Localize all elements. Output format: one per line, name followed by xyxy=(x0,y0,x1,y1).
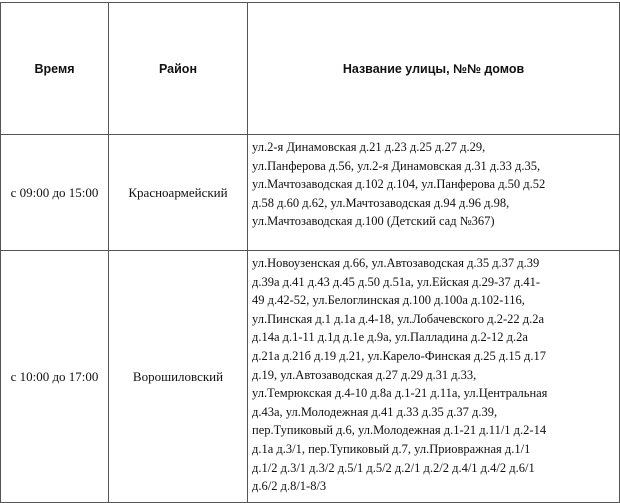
street-line: д.1/2 д.3/1 д.3/2 д.5/1 д.5/2 д.2/1 д.2/2 д.4/1 д.4/2 д.6/1 xyxy=(252,460,535,475)
table-header-row xyxy=(1,3,620,135)
table-row xyxy=(1,251,620,503)
street-line: д.14а д.1-11 д.1д д.1е д.9а, ул.Палладина д.2-12 д.2а xyxy=(252,330,528,345)
header-streets: Название улицы, №№ домов xyxy=(248,3,620,135)
street-line: пер.Тупиковый д.6, ул.Молодежная д.1-21 д.11/1 д.2-14 xyxy=(252,423,547,438)
header-district: Район xyxy=(109,3,248,135)
streets-cell xyxy=(248,135,620,251)
street-line: ул.Мачтозаводская д.102 д.104, ул.Панферова д.50 д.52 xyxy=(252,177,546,192)
time-cell: с 09:00 до 15:00 xyxy=(1,135,109,251)
street-line: ул.Пинская д.1 д.1а д.4-18, ул.Лобачевского д.2-22 д.2а xyxy=(252,311,545,326)
streets-cell xyxy=(248,251,620,503)
header-time: Время xyxy=(1,3,109,135)
street-line: д.39а д.41 д.43 д.45 д.50 д.51а, ул.Ейская д.29-37 д.41- xyxy=(252,274,541,289)
street-line: д.19, ул.Автозаводская д.27 д.29 д.31 д.33, xyxy=(252,367,477,382)
street-line: ул.Мачтозаводская д.100 (Детский сад №367) xyxy=(252,214,495,229)
street-line: 49 д.42-52, ул.Белоглинская д.100 д.100а д.102-116, xyxy=(252,293,525,308)
street-line: ул.Панферова д.56, ул.2-я Динамовская д.31 д.33 д.35, xyxy=(252,158,541,173)
district-cell: Красноармейский xyxy=(109,135,248,251)
table-row xyxy=(1,135,620,251)
street-line: д.6/2 д.8/1-8/3 xyxy=(252,479,327,494)
time-cell: с 10:00 до 17:00 xyxy=(1,251,109,503)
district-cell: Ворошиловский xyxy=(109,251,248,503)
street-line: ул.Темрюкская д.4-10 д.8а д.1-21 д.11а, ул.Центральная xyxy=(252,386,548,401)
outage-schedule-table xyxy=(0,2,620,503)
street-line: ул.Новоузенская д.66, ул.Автозаводская д.35 д.37 д.39 xyxy=(252,256,540,270)
street-line: д.43а, ул.Молодежная д.41 д.33 д.35 д.37 д.39, xyxy=(252,404,498,419)
street-line: д.1а д.3/1, пер.Тупиковый д.7, ул.Приовражная д.1/1 xyxy=(252,441,531,456)
street-line: ул.2-я Динамовская д.21 д.23 д.25 д.27 д.29, xyxy=(252,140,486,154)
street-line: д.58 д.60 д.62, ул.Мачтозаводская д.94 д.96 д.98, xyxy=(252,195,510,210)
street-line: д.21а д.21б д.19 д.21, ул.Карело-Финская д.25 д.15 д.17 xyxy=(252,348,547,363)
